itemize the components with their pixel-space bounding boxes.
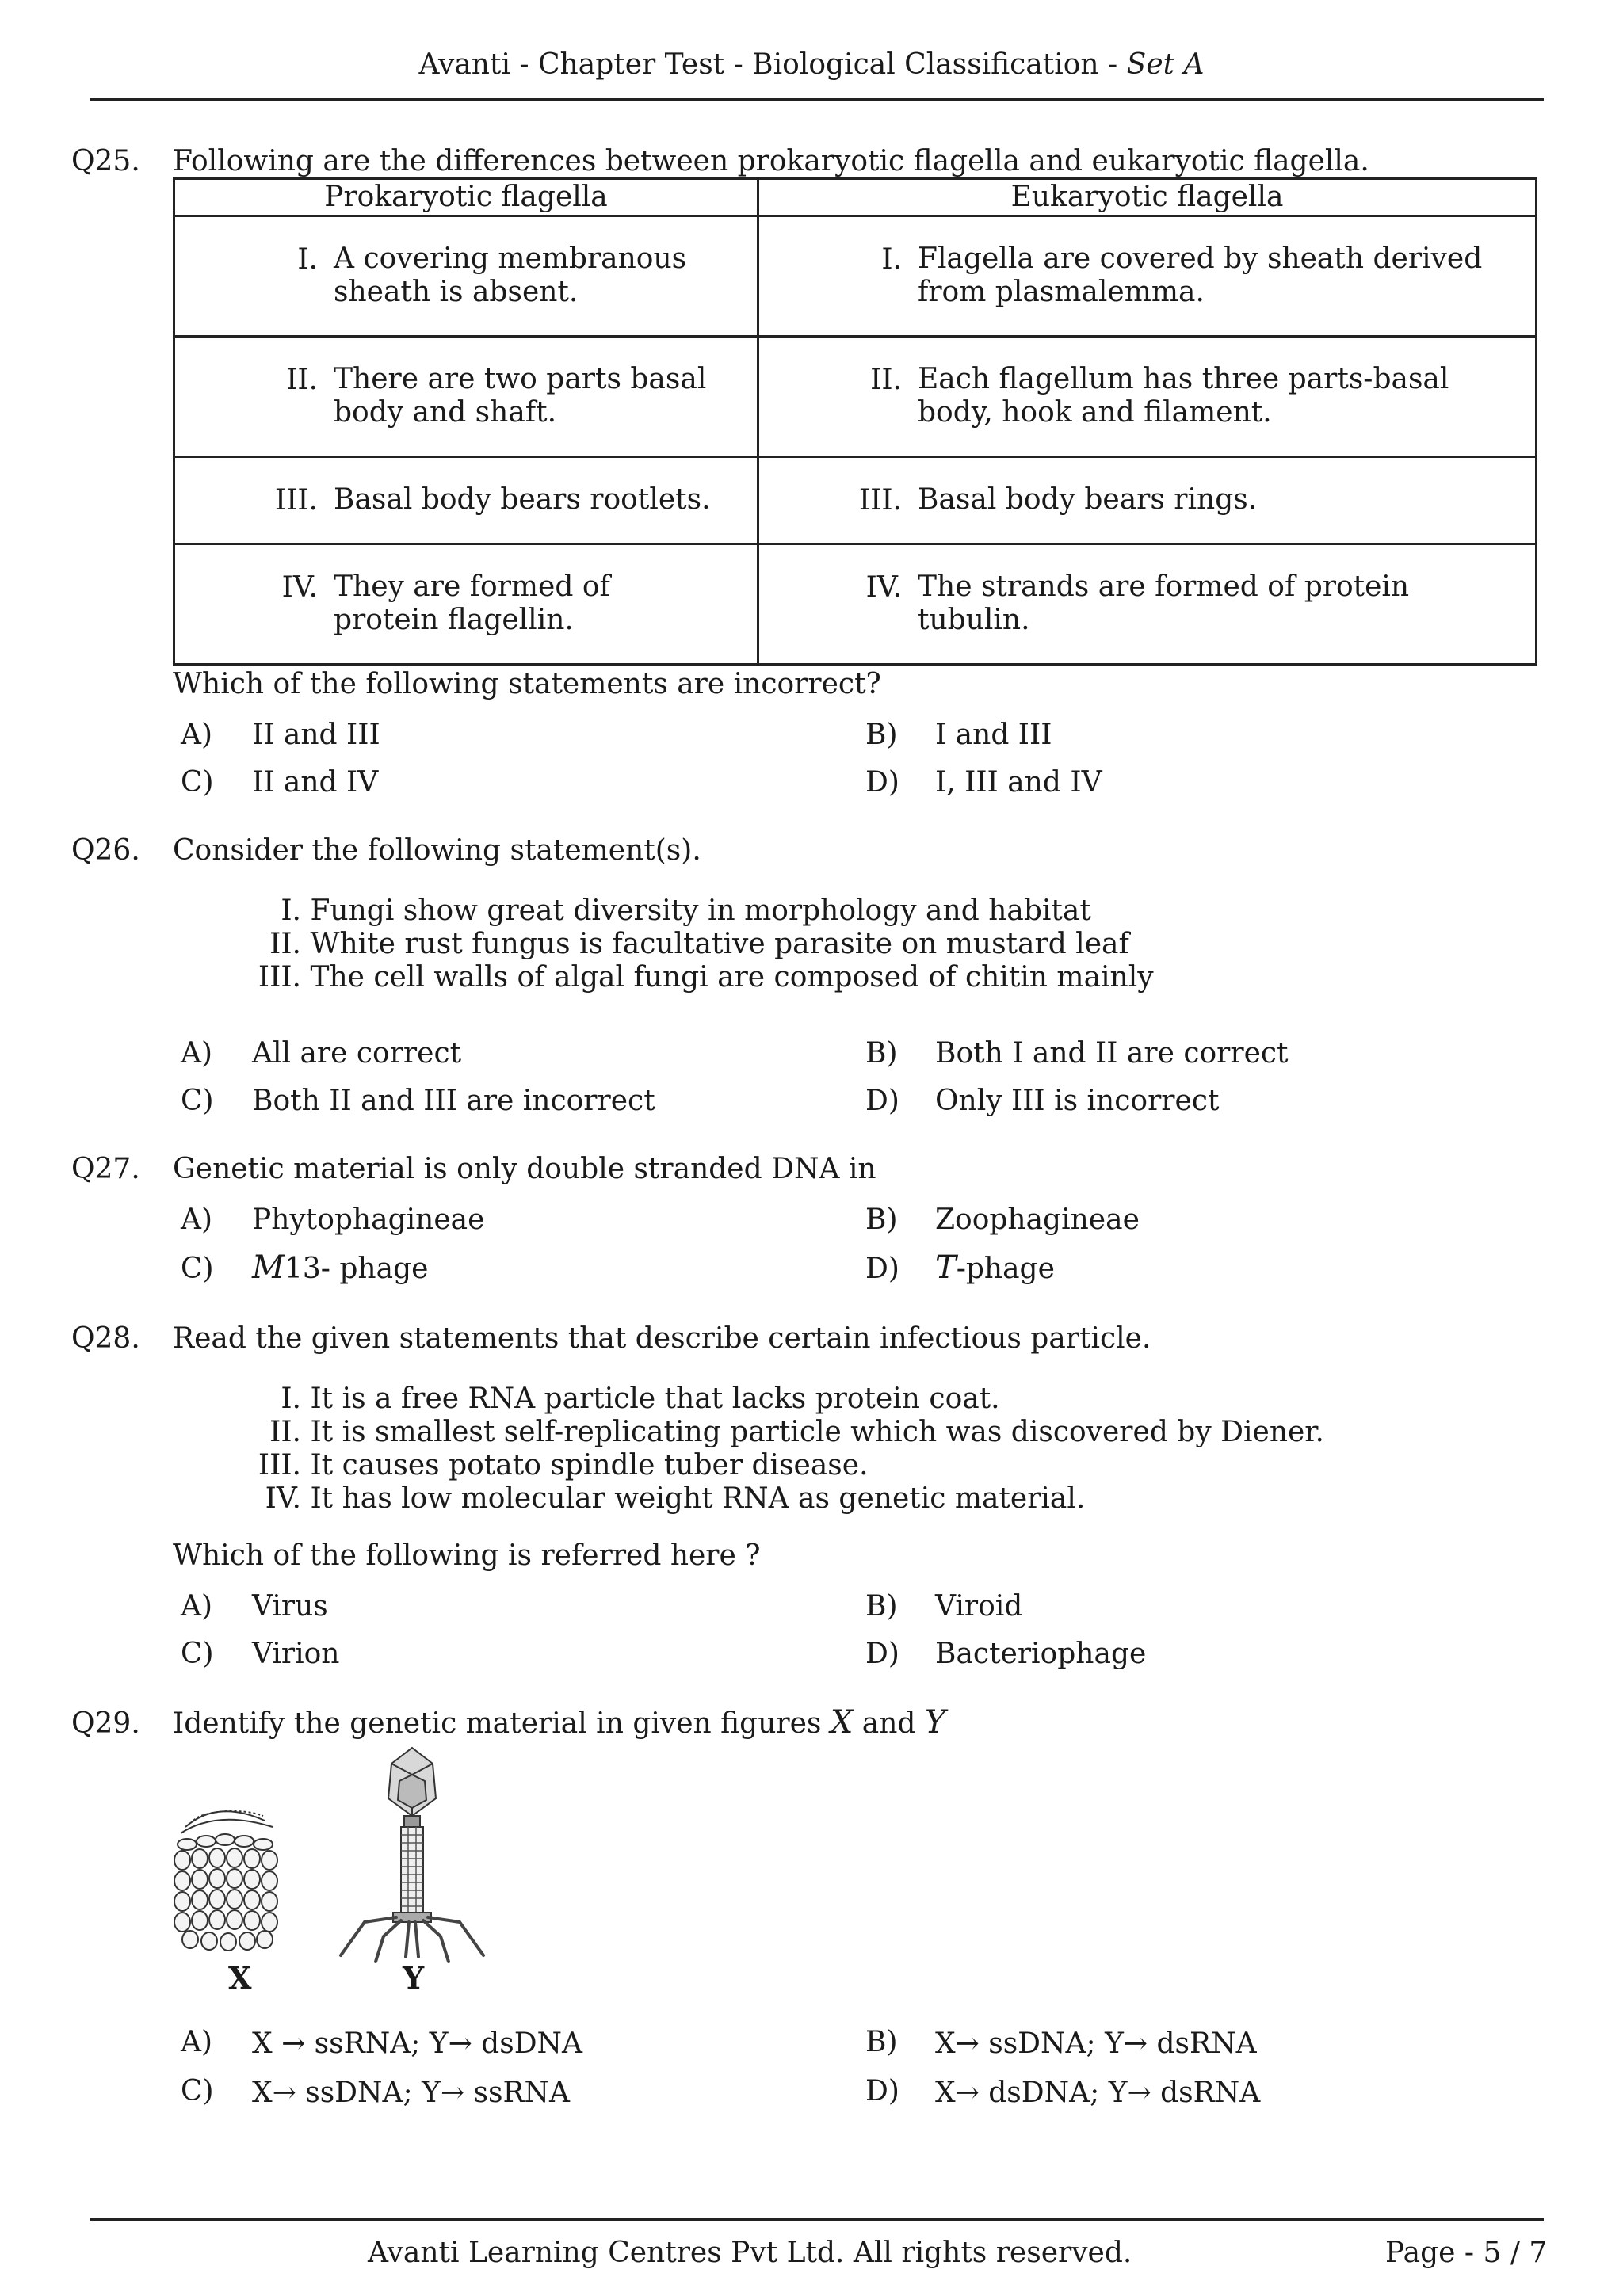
row-numeral: III. — [858, 484, 902, 517]
row-numeral: I. — [881, 243, 902, 276]
footer-page-number: Page - 5 / 7 — [1385, 2237, 1548, 2269]
q25-option-c-letter[interactable]: C) — [181, 766, 214, 799]
q27-number: Q27. — [71, 1153, 140, 1185]
q25-number: Q25. — [71, 145, 140, 177]
q26-option-d-text[interactable]: Only III is incorrect — [935, 1085, 1220, 1117]
eukaryotic-cell: Each flagellum has three parts-basal body, hook and filament. — [918, 363, 1449, 429]
q27-option-b-letter[interactable]: B) — [865, 1203, 898, 1236]
q27-option-a-text[interactable]: Phytophagineae — [252, 1203, 485, 1236]
q29-option-b-text[interactable]: X→ ssDNA; Y→ dsRNA — [935, 2027, 1257, 2060]
q28-number: Q28. — [71, 1322, 140, 1355]
table-row — [174, 216, 1537, 337]
bacteriophage-y-figure — [333, 1743, 491, 1965]
statement-numeral: III. — [258, 961, 301, 994]
q29-option-a-text[interactable]: X → ssRNA; Y→ dsDNA — [252, 2027, 583, 2060]
q29-number: Q29. — [71, 1707, 140, 1740]
q25-option-c-text[interactable]: II and IV — [252, 766, 379, 799]
q26-option-b-text[interactable]: Both I and II are correct — [935, 1037, 1289, 1070]
q27-option-b-text[interactable]: Zoophagineae — [935, 1203, 1140, 1236]
q28-option-b-letter[interactable]: B) — [865, 1590, 898, 1623]
q29-option-d-letter[interactable]: D) — [865, 2075, 899, 2107]
q26-option-b-letter[interactable]: B) — [865, 1037, 898, 1070]
q28-statement — [238, 1382, 1000, 1416]
row-numeral: IV. — [281, 571, 318, 604]
header-rule — [90, 98, 1544, 101]
row-numeral: III. — [274, 484, 318, 517]
statement-text: It is a free RNA particle that lacks protein coat. — [310, 1383, 1000, 1415]
q29-option-b-letter[interactable]: B) — [865, 2026, 898, 2058]
q25-option-d-text[interactable]: I, III and IV — [935, 766, 1102, 799]
q28-question: Which of the following is referred here ? — [173, 1539, 761, 1572]
q27-option-d-text[interactable] — [935, 1249, 1055, 1287]
figure-y-label: Y — [403, 1960, 425, 1996]
q25-option-b-letter[interactable]: B) — [865, 719, 898, 751]
q26-option-a-letter[interactable]: A) — [181, 1037, 213, 1070]
q28-option-d-letter[interactable]: D) — [865, 1638, 899, 1670]
footer-rule — [90, 2218, 1544, 2221]
option-d-suffix: -phage — [956, 1253, 1055, 1285]
q25-option-a-letter[interactable]: A) — [181, 719, 213, 751]
statement-numeral: II. — [269, 928, 301, 960]
q26-option-c-letter[interactable]: C) — [181, 1085, 214, 1117]
statement-text: White rust fungus is facultative parasite on mustard leaf — [310, 928, 1129, 960]
table-row — [174, 457, 1537, 544]
q27-option-a-letter[interactable]: A) — [181, 1203, 213, 1236]
q29-option-d-text[interactable]: X→ dsDNA; Y→ dsRNA — [935, 2077, 1261, 2109]
prokaryotic-cell: A covering membranous sheath is absent. — [334, 242, 687, 308]
q28-option-a-text[interactable]: Virus — [252, 1590, 328, 1623]
q26-option-c-text[interactable]: Both II and III are incorrect — [252, 1085, 655, 1117]
footer-copyright: Avanti Learning Centres Pvt Ltd. All rights reserved. — [368, 2237, 1132, 2269]
statement-text: It is smallest self-replicating particle which was discovered by Diener. — [310, 1416, 1324, 1448]
page-header — [0, 48, 1623, 82]
q29-option-c-letter[interactable]: C) — [181, 2075, 214, 2107]
table-row — [174, 337, 1537, 457]
q26-text: Consider the following statement(s). — [173, 834, 701, 867]
q25-option-d-letter[interactable]: D) — [865, 766, 899, 799]
prokaryotic-cell: They are formed of protein flagellin. — [334, 570, 610, 636]
statement-numeral: IV. — [265, 1482, 301, 1515]
q27-option-d-letter[interactable]: D) — [865, 1253, 899, 1285]
q27-option-c-letter[interactable]: C) — [181, 1253, 214, 1285]
q28-statement — [238, 1415, 1324, 1449]
statement-numeral: I. — [281, 894, 301, 927]
statement-numeral: I. — [281, 1383, 301, 1415]
statement-numeral: II. — [269, 1416, 301, 1448]
q29-option-a-letter[interactable]: A) — [181, 2026, 213, 2058]
q26-option-d-letter[interactable]: D) — [865, 1085, 899, 1117]
q25-question: Which of the following statements are incorrect? — [173, 668, 881, 700]
statement-text: The cell walls of algal fungi are composed of chitin mainly — [310, 961, 1154, 994]
q26-statement — [238, 894, 1091, 928]
math-var-x: X — [830, 1704, 854, 1741]
q28-statement — [238, 1482, 1085, 1516]
row-numeral: I. — [297, 243, 318, 276]
table-row — [174, 544, 1537, 665]
row-numeral: IV. — [865, 571, 902, 604]
header-title: Avanti - Chapter Test - Biological Classification - — [418, 48, 1127, 81]
q29-text-mid: and — [853, 1707, 925, 1740]
figure-x-label: X — [228, 1960, 252, 1996]
q28-option-b-text[interactable]: Viroid — [935, 1590, 1023, 1623]
q29-text — [173, 1703, 945, 1741]
q28-option-c-letter[interactable]: C) — [181, 1638, 214, 1670]
math-var-t: T — [935, 1249, 957, 1286]
q29-text-before: Identify the genetic material in given figures — [173, 1707, 831, 1740]
table-header-eukaryotic: Eukaryotic flagella — [758, 179, 1537, 216]
q26-number: Q26. — [71, 834, 140, 867]
table-header-prokaryotic: Prokaryotic flagella — [174, 179, 758, 216]
eukaryotic-cell: Basal body bears rings. — [918, 483, 1258, 516]
q25-option-a-text[interactable]: II and III — [252, 719, 380, 751]
q29-option-c-text[interactable]: X→ ssDNA; Y→ ssRNA — [252, 2077, 571, 2109]
math-var-y: Y — [924, 1704, 946, 1741]
q28-option-a-letter[interactable]: A) — [181, 1590, 213, 1623]
statement-text: It has low molecular weight RNA as genetic material. — [310, 1482, 1086, 1515]
q27-text: Genetic material is only double stranded DNA in — [173, 1153, 876, 1185]
q26-option-a-text[interactable]: All are correct — [252, 1037, 462, 1070]
q25-option-b-text[interactable]: I and III — [935, 719, 1052, 751]
option-c-suffix: 13- phage — [284, 1253, 429, 1285]
statement-numeral: III. — [258, 1449, 301, 1482]
q25-text: Following are the differences between prokaryotic flagella and eukaryotic flagella. — [173, 145, 1369, 177]
eukaryotic-cell: Flagella are covered by sheath derived from plasmalemma. — [918, 242, 1483, 308]
q28-option-c-text[interactable]: Virion — [252, 1638, 340, 1670]
q26-statement — [238, 927, 1129, 961]
q27-option-c-text[interactable] — [252, 1249, 428, 1287]
row-numeral: II. — [870, 364, 902, 396]
header-set: Set A — [1126, 48, 1205, 81]
row-numeral: II. — [286, 364, 318, 396]
math-var-m: M — [252, 1249, 285, 1286]
q26-statement — [238, 960, 1154, 994]
statement-text: Fungi show great diversity in morphology and habitat — [310, 894, 1091, 927]
statement-text: It causes potato spindle tuber disease. — [310, 1449, 869, 1482]
prokaryotic-cell: There are two parts basal body and shaft. — [334, 363, 707, 429]
q28-text: Read the given statements that describe certain infectious particle. — [173, 1322, 1151, 1355]
flagella-comparison-table — [173, 177, 1537, 666]
virus-x-figure — [170, 1803, 285, 1954]
eukaryotic-cell: The strands are formed of protein tubulin. — [918, 570, 1410, 636]
q28-option-d-text[interactable]: Bacteriophage — [935, 1638, 1147, 1670]
q28-statement — [238, 1448, 869, 1482]
prokaryotic-cell: Basal body bears rootlets. — [334, 483, 711, 516]
